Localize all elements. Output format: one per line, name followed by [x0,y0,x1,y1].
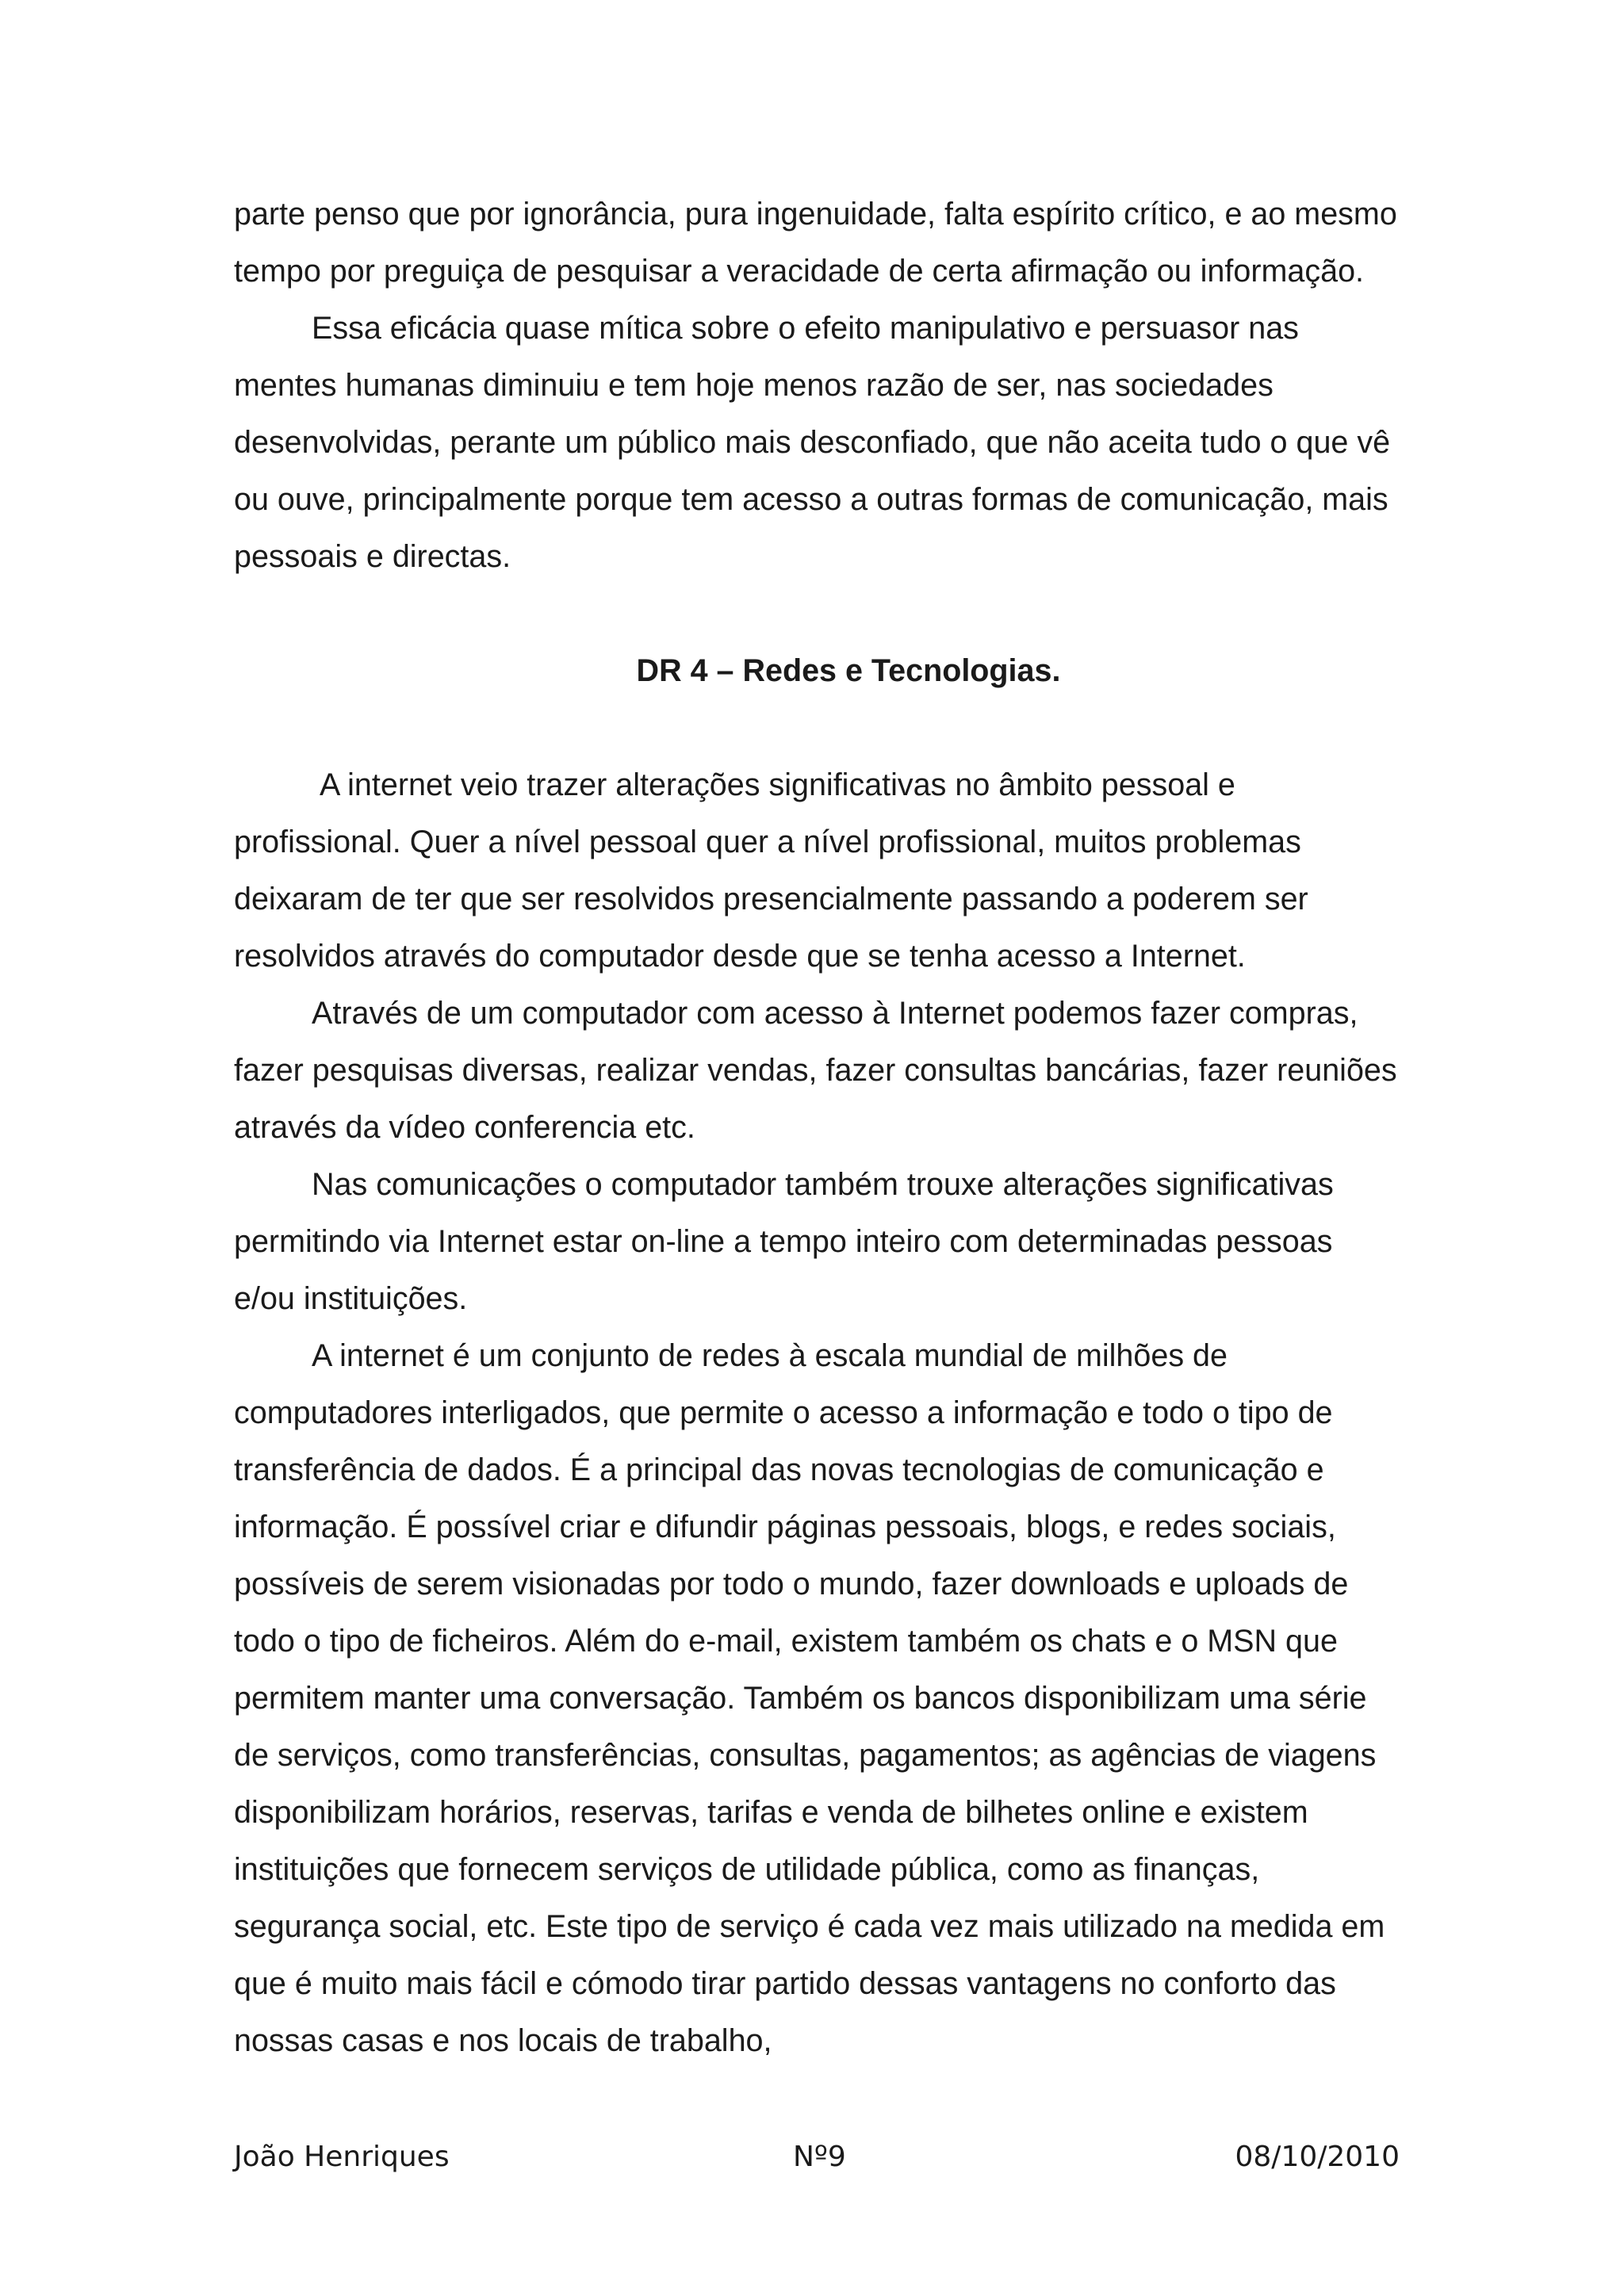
paragraph: Essa eficácia quase mítica sobre o efeito manipulativo e persuasor nas mentes humanas diminuiu e tem hoje menos razão de ser, nas sociedades desenvolvidas, perante um público mais desconfiado, que não aceita tudo o que vê ou ouve, principalmente porque tem acesso a outras formas de comunicação, mais pessoais e directas. [234,311,1391,574]
section-heading: DR 4 – Redes e Tecnologias. [636,653,1061,688]
paragraph: Nas comunicações o computador também trouxe alterações significativas permitindo via Internet estar on-line a tempo inteiro com determinadas pessoas e/ou instituições. [234,1167,1334,1316]
page-footer [234,2141,1400,2182]
paragraph: A internet veio trazer alterações significativas no âmbito pessoal e profissional. Quer a nível pessoal quer a nível profissional, muitos problemas deixaram de ter que ser resolvidos presencialmente passando a poderem ser resolvidos através do computador desde que se tenha acesso a Internet. [234,767,1308,974]
footer-date: 08/10/2010 [1235,2141,1400,2173]
document-body [234,186,1400,2069]
footer-number: Nº9 [793,2141,846,2173]
paragraph: Através de um computador com acesso à Internet podemos fazer compras, fazer pesquisas diversas, realizar vendas, fazer consultas bancárias, fazer reuniões através da vídeo conferencia etc. [234,996,1397,1145]
footer-author: João Henriques [234,2141,450,2173]
paragraph-continuation: parte penso que por ignorância, pura ingenuidade, falta espírito crítico, e ao mesmo tempo por preguiça de pesquisar a veracidade de certa afirmação ou informação. [234,197,1397,289]
paragraph: A internet é um conjunto de redes à escala mundial de milhões de computadores interligados, que permite o acesso a informação e todo o tipo de transferência de dados. É a principal das novas tecnologias de comunicação e informação. É possível criar e difundir páginas pessoais, blogs, e redes sociais, possíveis de serem visionadas por todo o mundo, fazer downloads e uploads de todo o tipo de ficheiros. Além do e-mail, existem também os chats e o MSN que permitem manter uma conversação. Também os bancos disponibilizam uma série de serviços, como transferências, consultas, pagamentos; as agências de viagens disponibilizam horários, reservas, tarifas e venda de bilhetes online e existem instituições que fornecem serviços de utilidade pública, como as finanças, segurança social, etc. Este tipo de serviço é cada vez mais utilizado na medida em que é muito mais fácil e cómodo tirar partido dessas vantagens no conforto das nossas casas e nos locais de trabalho, [234,1338,1385,2058]
